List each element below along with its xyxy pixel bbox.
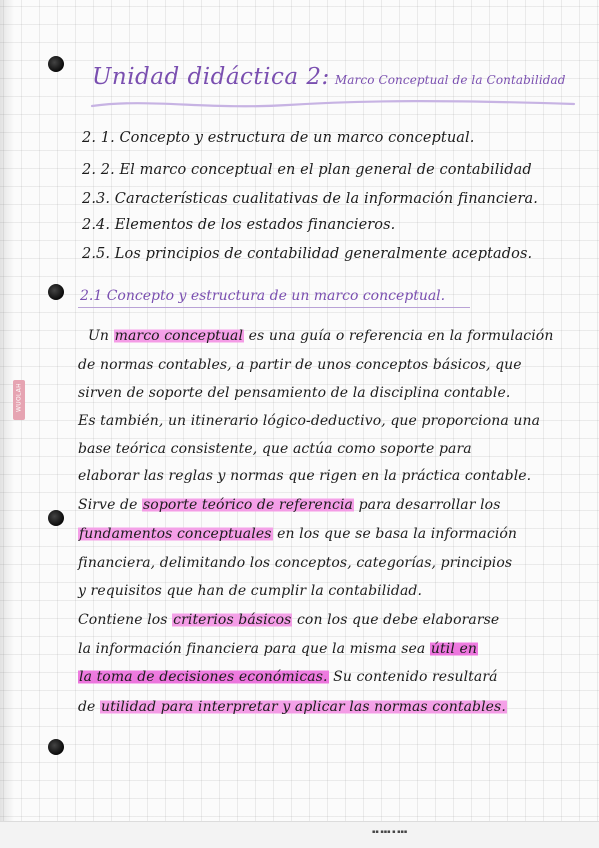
paragraph-line: elaborar las reglas y normas que rigen en la práctica contable. [78, 468, 532, 484]
text-run: para desarrollar los [354, 497, 501, 513]
paragraph-line: de normas contables, a partir de unos conceptos básicos, que [78, 357, 522, 373]
text-run: la información financiera para que la misma sea [78, 641, 430, 657]
text-run: Sirve de [78, 497, 143, 513]
section-heading-underline [78, 307, 470, 308]
text-run: de [78, 699, 100, 715]
highlight: la toma de decisiones económicas. [79, 669, 328, 685]
paragraph-line [78, 667, 498, 687]
paragraph-line [78, 495, 501, 515]
punch-hole [48, 284, 64, 300]
index-item: 2.3. Características cualitativas de la información financiera. [82, 191, 538, 207]
watermark-stamp-text: WUOLAH [15, 383, 23, 412]
text-run: con los que debe elaborarse [292, 612, 500, 628]
index-item: 2. 1. Concepto y estructura de un marco conceptual. [82, 130, 475, 146]
highlight: fundamentos conceptuales [79, 526, 272, 542]
paragraph-line [78, 639, 478, 659]
index-item: 2.4. Elementos de los estados financieros. [82, 217, 396, 233]
punch-hole [48, 510, 64, 526]
title-rest: Marco Conceptual de la Contabilidad [334, 73, 566, 87]
highlight: criterios básicos [173, 612, 292, 628]
paragraph-line: y requisitos que han de cumplir la contabilidad. [78, 583, 423, 599]
paragraph-line [78, 610, 499, 630]
text-run: en los que se basa la información [272, 526, 518, 542]
watermark-stamp [13, 380, 25, 420]
footer-mark: ▪▪ ▪▪▪ ▪ ▪▪▪ [372, 829, 408, 835]
page-title [92, 66, 572, 89]
paragraph-line: financiera, delimitando los conceptos, categorías, principios [78, 555, 513, 571]
text-run: es una guía o referencia en la formulación [244, 328, 554, 344]
text-run: Su contenido resultará [328, 669, 498, 685]
highlight: útil en [430, 641, 477, 657]
punch-hole [48, 56, 64, 72]
page-bottom-edge [0, 821, 599, 848]
index-item: 2. 2. El marco conceptual en el plan general de contabilidad [82, 162, 532, 178]
paragraph-line: Es también, un itinerario lógico-deductivo, que proporciona una [78, 413, 541, 429]
paragraph-line [88, 326, 553, 346]
paragraph-line [78, 697, 507, 717]
highlight: utilidad para interpretar y aplicar las normas contables. [101, 699, 506, 715]
paragraph-line: base teórica consistente, que actúa como soporte para [78, 441, 472, 457]
paragraph-line: sirven de soporte del pensamiento de la disciplina contable. [78, 385, 511, 401]
paragraph-line [78, 524, 517, 544]
page-edge-shadow [0, 0, 14, 848]
title-main: Unidad didáctica 2: [92, 64, 330, 90]
section-heading: 2.1 Concepto y estructura de un marco conceptual. [80, 288, 446, 304]
highlight: marco conceptual [114, 328, 244, 344]
index-item: 2.5. Los principios de contabilidad generalmente aceptados. [82, 246, 533, 262]
text-run: Contiene los [78, 612, 173, 628]
highlight: soporte teórico de referencia [143, 497, 354, 513]
text-run: Un [88, 328, 114, 344]
punch-hole [48, 739, 64, 755]
title-underline-stroke [88, 96, 578, 114]
